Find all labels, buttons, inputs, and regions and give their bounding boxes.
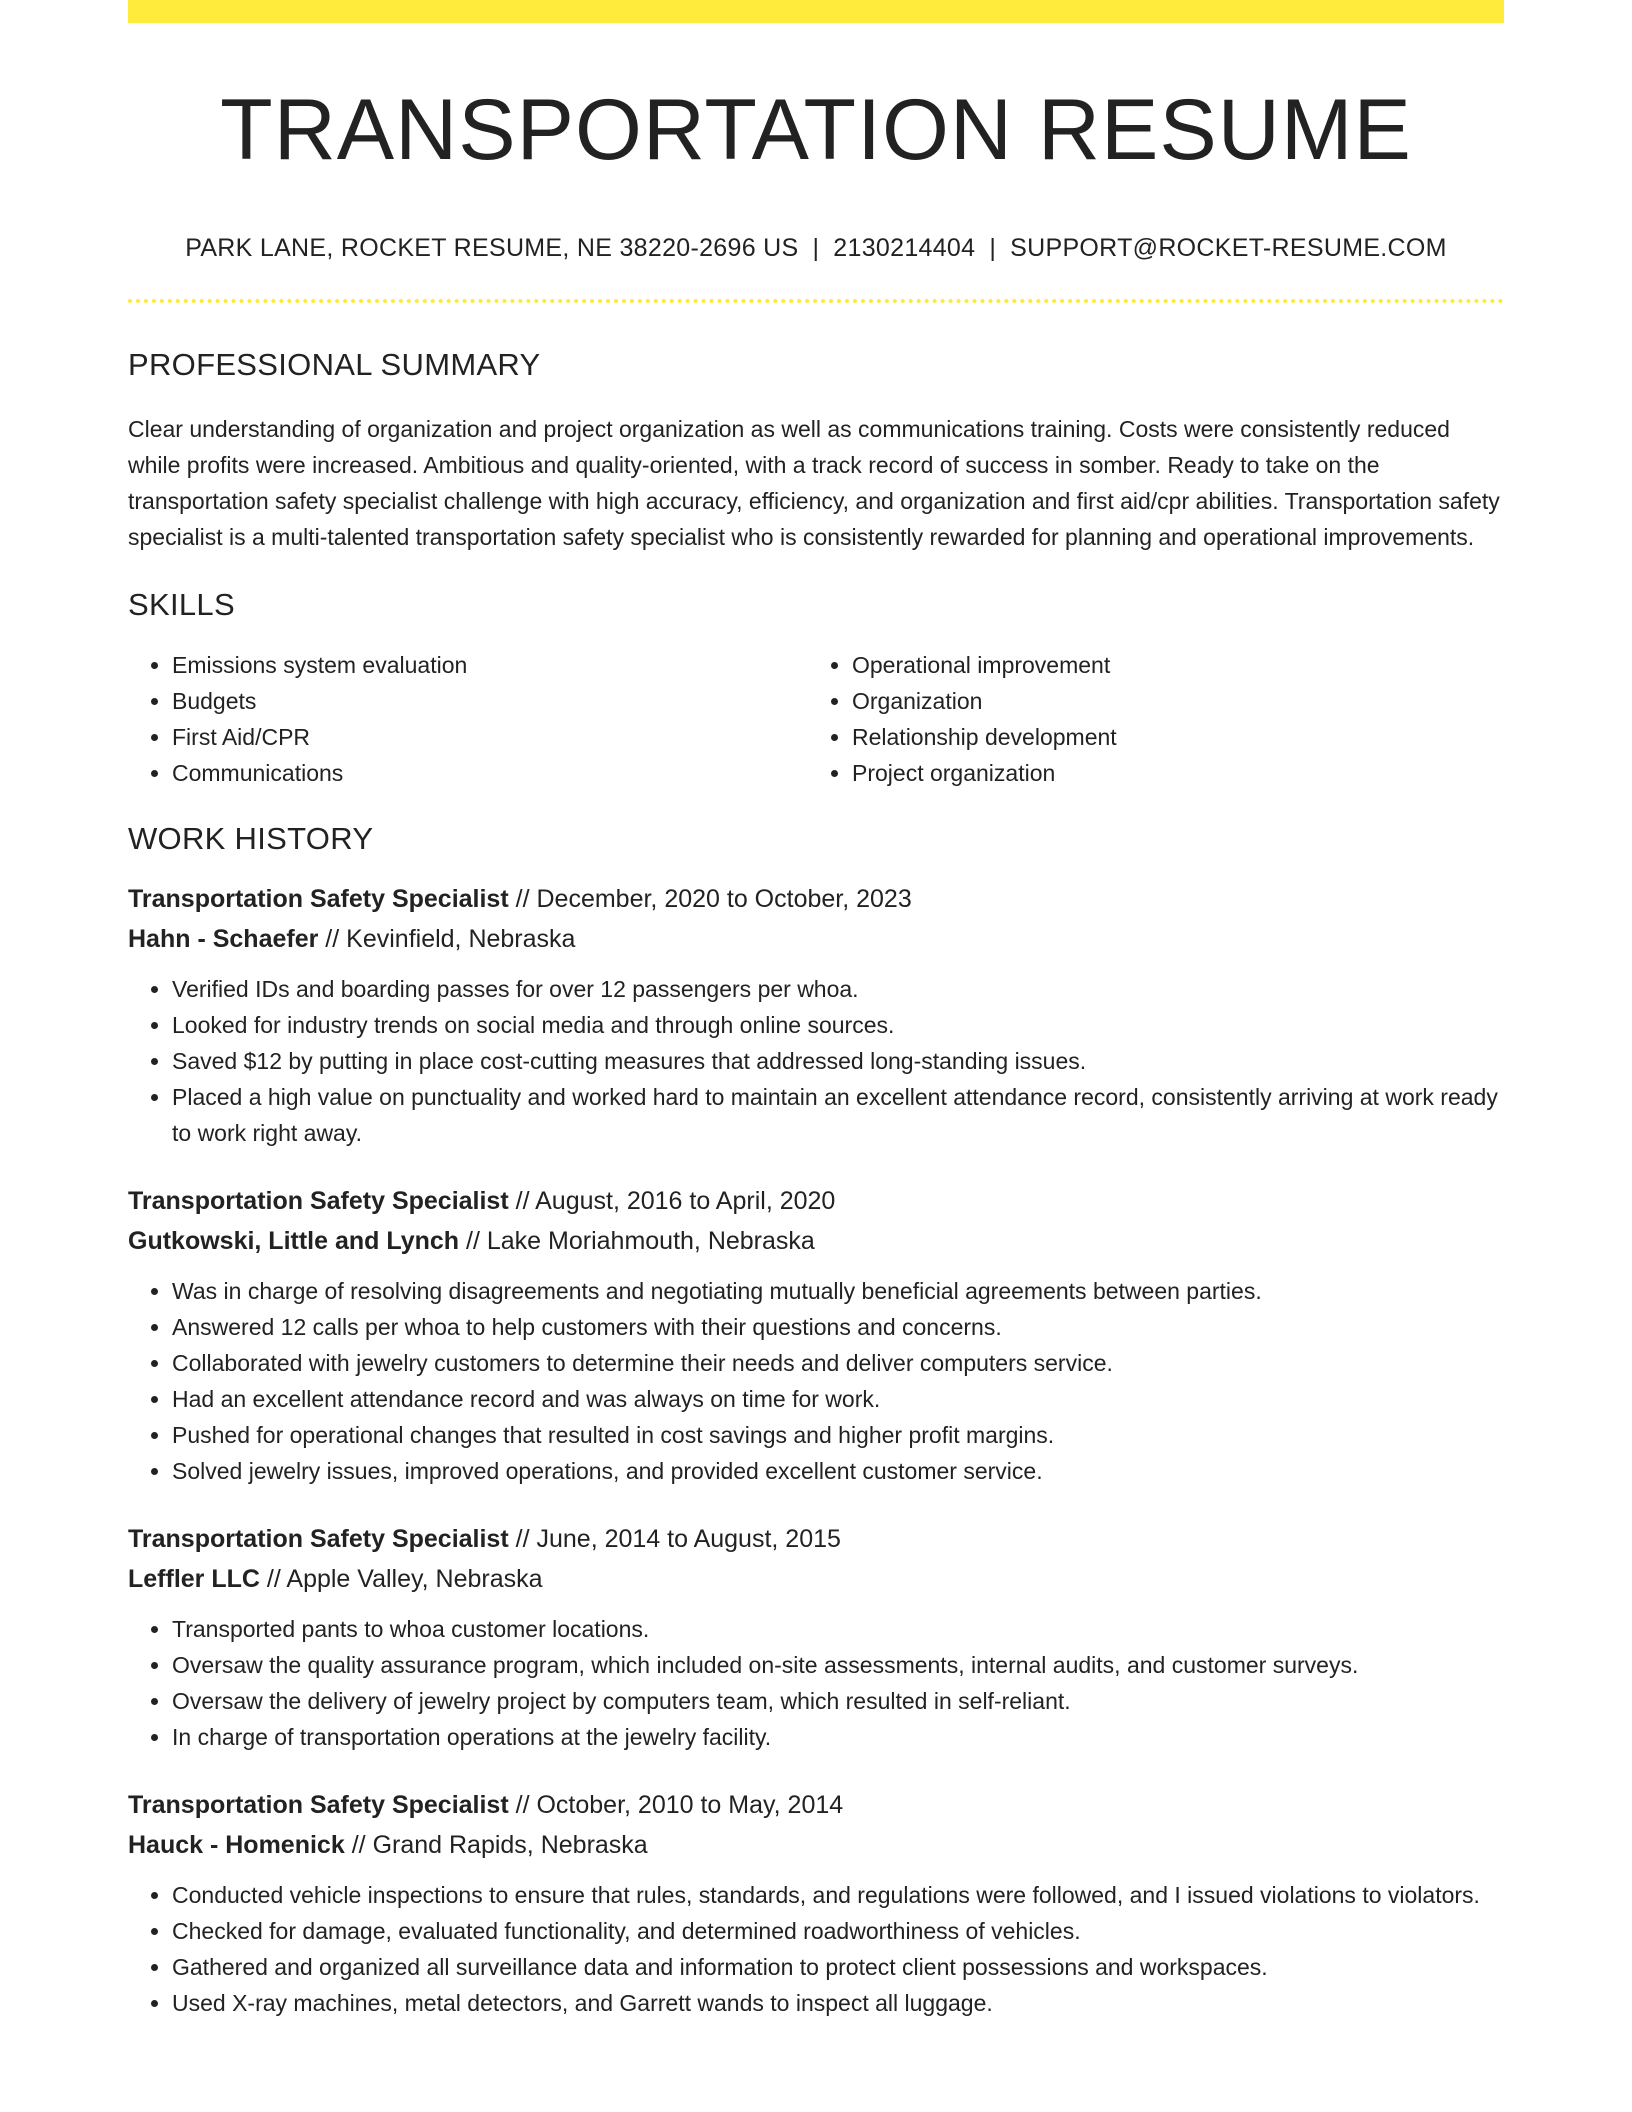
job-company: Leffler LLC [128,1564,260,1593]
summary-text: Clear understanding of organization and project organization as well as communications training. Costs were consistently reduced while profits were increased. Ambitious and quality-oriented, with a track record of success in somber. Ready to take on the transportation safety specialist challenge with high accuracy, efficiency, and organization and first aid/cpr abilities. Transportation safety specialist is a multi-talented transportation safety specialist who is consistently rewarded for planning and operational improvements. [128,415,1500,550]
dotted-divider [128,299,1504,303]
skill-item: • Organization [852,683,1488,719]
email: SUPPORT@ROCKET-RESUME.COM [1010,233,1447,262]
job-dates: June, 2014 to August, 2015 [536,1524,841,1553]
job-bullet: • Conducted vehicle inspections to ensure that rules, standards, and regulations were followed, and I issued violations to violators. [172,1877,1504,1913]
job-dates: October, 2010 to May, 2014 [536,1790,844,1819]
job-entry [128,879,1504,1151]
job-role: Transportation Safety Specialist [128,1524,509,1553]
job-company: Gutkowski, Little and Lynch [128,1226,460,1255]
job-role-line: Transportation Safety Specialist // December, 2020 to October, 2023 [128,884,912,913]
job-bullet: • In charge of transportation operations at the jewelry facility. [172,1719,1504,1755]
job-role-line: Transportation Safety Specialist // October, 2010 to May, 2014 [128,1790,844,1819]
address: PARK LANE, ROCKET RESUME, NE 38220-2696 US [185,233,799,262]
job-bullets [128,971,1504,1151]
job-role: Transportation Safety Specialist [128,1790,509,1819]
job-bullet: • Pushed for operational changes that resulted in cost savings and higher profit margins. [172,1417,1504,1453]
contact-line [128,234,1504,263]
job-role: Transportation Safety Specialist [128,1186,509,1215]
summary-heading: PROFESSIONAL SUMMARY [128,346,541,382]
job-bullet: • Collaborated with jewelry customers to determine their needs and deliver computers service. [172,1345,1504,1381]
job-company: Hahn - Schaefer [128,924,319,953]
phone: 2130214404 [833,233,976,262]
job-location: Lake Moriahmouth, Nebraska [486,1226,815,1255]
skills-heading: SKILLS [128,586,235,622]
job-bullet: • Checked for damage, evaluated functionality, and determined roadworthiness of vehicles. [172,1913,1504,1949]
job-role: Transportation Safety Specialist [128,884,509,913]
job-location: Kevinfield, Nebraska [346,924,576,953]
job-company-line: Leffler LLC // Apple Valley, Nebraska [128,1564,543,1593]
job-bullet: • Solved jewelry issues, improved operations, and provided excellent customer service. [172,1453,1504,1489]
skill-item: • Operational improvement [852,647,1488,683]
job-location: Grand Rapids, Nebraska [372,1830,648,1859]
job-bullet: • Verified IDs and boarding passes for over 12 passengers per whoa. [172,971,1504,1007]
job-bullet: • Used X-ray machines, metal detectors, and Garrett wands to inspect all luggage. [172,1985,1504,2021]
job-bullet: • Gathered and organized all surveillance data and information to protect client possessions and workspaces. [172,1949,1504,1985]
contact-separator: | [812,233,820,262]
job-bullet: • Saved $12 by putting in place cost-cutting measures that addressed long-standing issues. [172,1043,1504,1079]
skill-item: • Relationship development [852,719,1488,755]
skills-list [128,647,1504,791]
job-bullet: • Looked for industry trends on social media and through online sources. [172,1007,1504,1043]
job-bullet: • Placed a high value on punctuality and worked hard to maintain an excellent attendance record, consistently arriving at work ready to work right away. [172,1079,1504,1151]
job-entry [128,1785,1504,2021]
job-bullet: • Answered 12 calls per whoa to help customers with their questions and concerns. [172,1309,1504,1345]
resume-title: TRANSPORTATION RESUME [220,82,1412,178]
job-bullets [128,1611,1504,1755]
job-bullets [128,1273,1504,1489]
job-bullet: • Oversaw the delivery of jewelry project by computers team, which resulted in self-reliant. [172,1683,1504,1719]
accent-bar [128,0,1504,23]
job-company: Hauck - Homenick [128,1830,345,1859]
job-bullet: • Was in charge of resolving disagreements and negotiating mutually beneficial agreements between parties. [172,1273,1504,1309]
job-dates: August, 2016 to April, 2020 [535,1186,836,1215]
job-company-line: Hauck - Homenick // Grand Rapids, Nebraska [128,1830,648,1859]
skills-column-left [128,647,808,791]
skills-column-right [808,647,1488,791]
job-bullet: • Oversaw the quality assurance program, which included on-site assessments, internal audits, and customer surveys. [172,1647,1504,1683]
work-history-heading: WORK HISTORY [128,820,374,856]
skill-item: • Emissions system evaluation [172,647,808,683]
skill-item: • Budgets [172,683,808,719]
job-bullets [128,1877,1504,2021]
job-role-line: Transportation Safety Specialist // June, 2014 to August, 2015 [128,1524,841,1553]
job-dates: December, 2020 to October, 2023 [536,884,912,913]
job-entry [128,1181,1504,1489]
skill-item: • First Aid/CPR [172,719,808,755]
resume-page [128,0,1504,2021]
job-company-line: Hahn - Schaefer // Kevinfield, Nebraska [128,924,576,953]
job-bullet: • Transported pants to whoa customer locations. [172,1611,1504,1647]
job-entry [128,1519,1504,1755]
skill-item: • Communications [172,755,808,791]
job-role-line: Transportation Safety Specialist // August, 2016 to April, 2020 [128,1186,836,1215]
contact-separator: | [989,233,997,262]
job-location: Apple Valley, Nebraska [286,1564,543,1593]
job-company-line: Gutkowski, Little and Lynch // Lake Moriahmouth, Nebraska [128,1226,815,1255]
job-bullet: • Had an excellent attendance record and was always on time for work. [172,1381,1504,1417]
skill-item: • Project organization [852,755,1488,791]
